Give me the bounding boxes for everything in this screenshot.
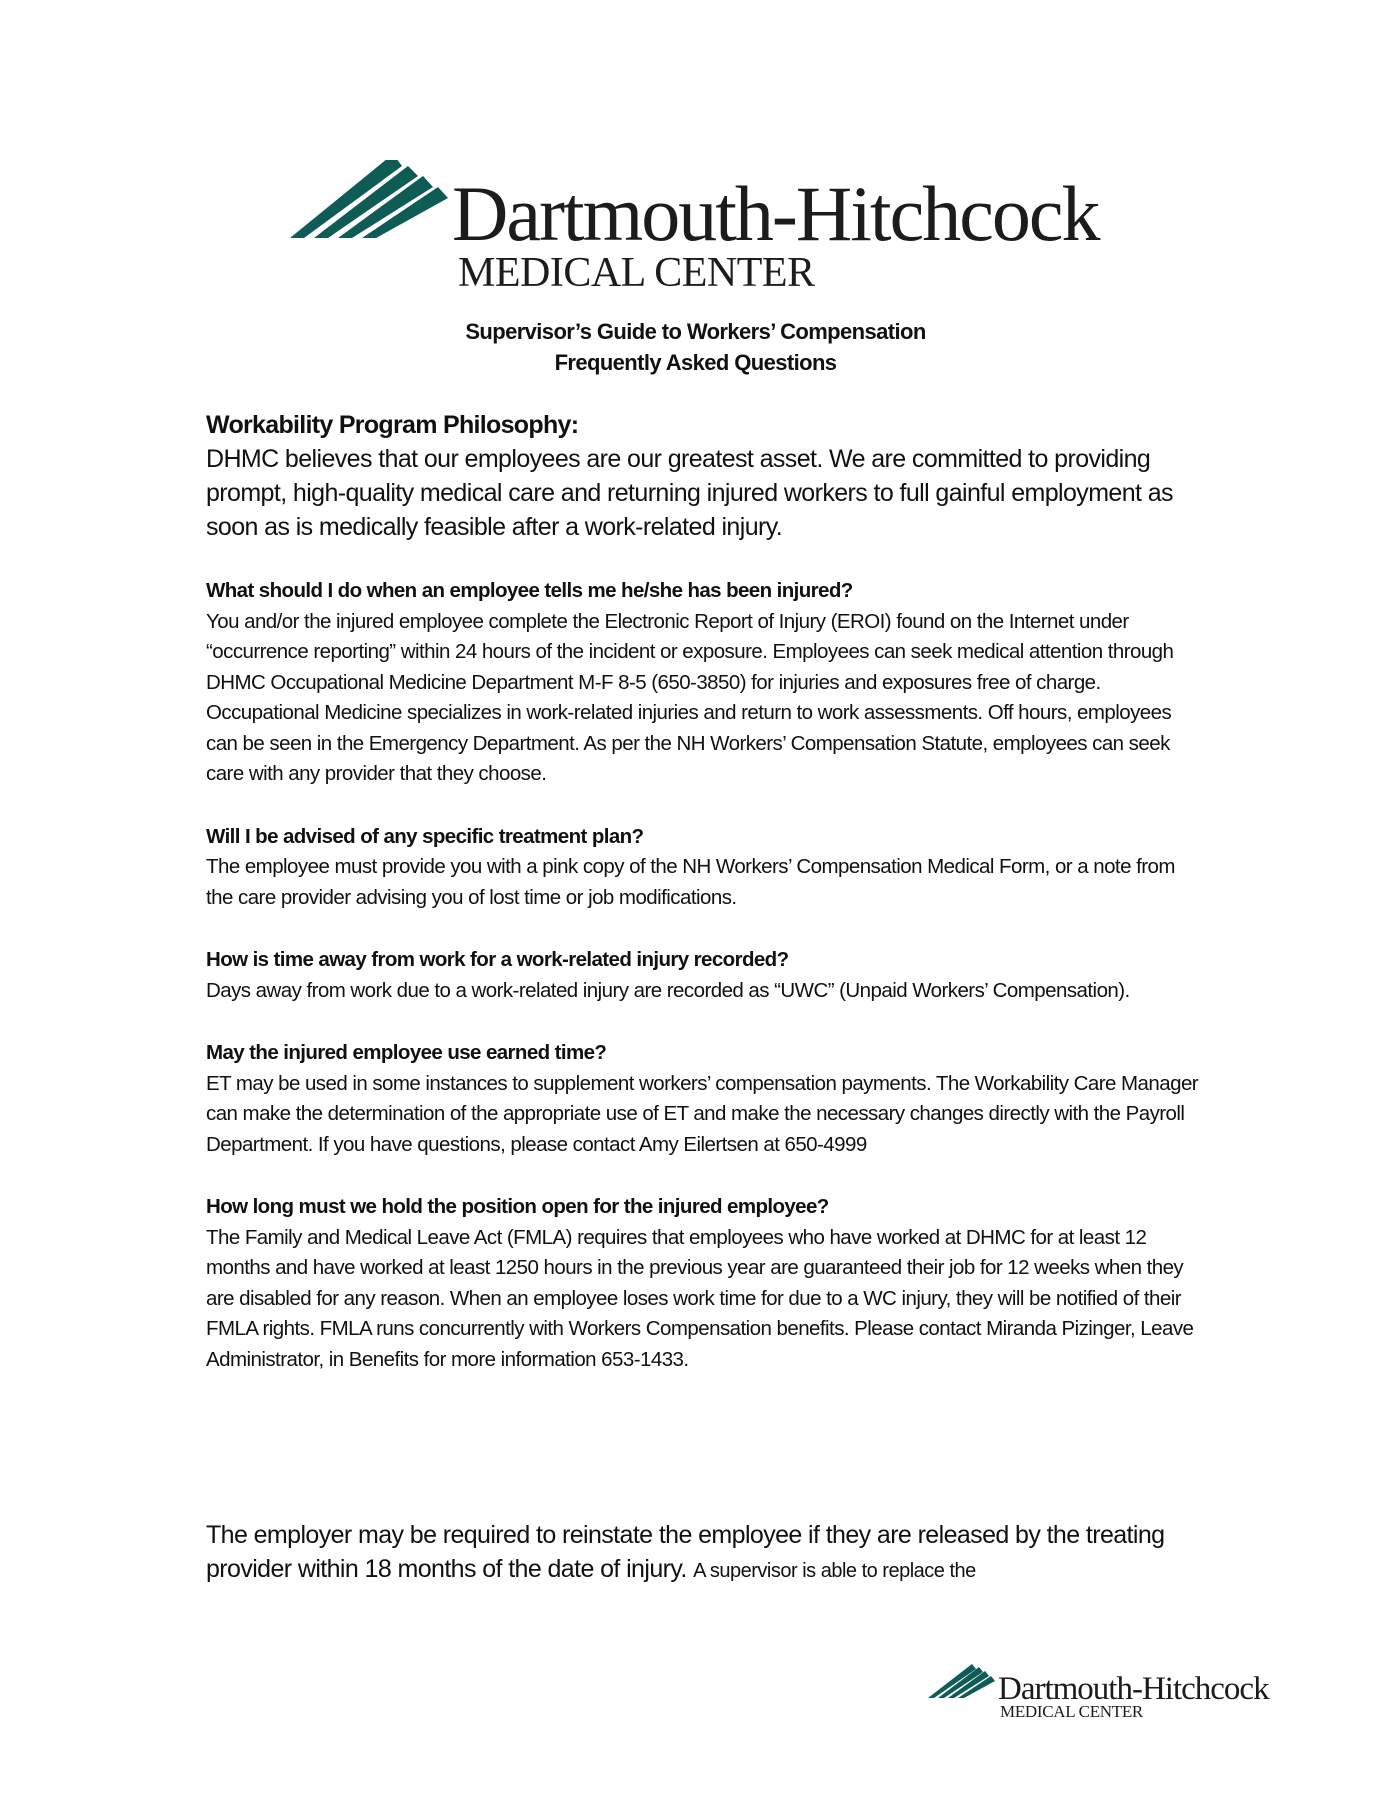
dhmc-stripes-icon	[928, 1664, 1283, 1720]
document-title-block	[0, 316, 1391, 378]
faq-question: What should I do when an employee tells me he/she has been injured?	[206, 579, 853, 602]
faq-answer: You and/or the injured employee complete the Electronic Report of Injury (EROI) found on the Internet under “occurrence reporting” within 24 hours of the incident or exposure. Employees can seek medical attention through DHMC Occupational Medicine Department M-F 8-5 (650-3850) for injuries and exposures free of charge. Occupational Medicine specializes in work-related injuries and return to work assessments. Off hours, employees can be seen in the Emergency Department. As per the NH Workers’ Compensation Statute, employees can seek care with any provider that they choose.	[206, 609, 1174, 785]
faq-item	[206, 1192, 1206, 1375]
document-title: Supervisor’s Guide to Workers’ Compensation	[465, 319, 926, 344]
faq-item	[206, 1038, 1206, 1160]
faq-question: May the injured employee use earned time?	[206, 1041, 607, 1064]
faq-answer: Days away from work due to a work-related injury are recorded as “UWC” (Unpaid Workers’ Compensation).	[206, 978, 1130, 1002]
logo-name-line1: Dartmouth-Hitchcock	[452, 170, 1099, 257]
faq-question: How is time away from work for a work-related injury recorded?	[206, 948, 789, 971]
dhmc-logo-footer	[928, 1664, 1283, 1720]
closing-paragraph	[206, 1518, 1226, 1588]
faq-question: Will I be advised of any specific treatment plan?	[206, 824, 644, 848]
document-body	[206, 408, 1206, 1375]
faq-answer: ET may be used in some instances to supplement workers’ compensation payments. The Workability Care Manager can make the determination of the appropriate use of ET and make the necessary changes directly with the Payroll Department. If you have questions, please contact Amy Eilertsen at 650-4999	[206, 1071, 1199, 1156]
logo-name-line2: MEDICAL CENTER	[458, 250, 815, 290]
faq-answer: The Family and Medical Leave Act (FMLA) requires that employees who have worked at DHMC for at least 12 months and have worked at least 1250 hours in the previous year are guaranteed their job for 12 weeks when they are disabled for any reason. When an employee loses work time for due to a WC injury, they will be notified of their FMLA rights. FMLA runs concurrently with Workers Compensation benefits. Please contact Miranda Pizinger, Leave Administrator, in Benefits for more information 653-1433.	[206, 1225, 1194, 1371]
logo-name-line2: MEDICAL CENTER	[1000, 1702, 1143, 1720]
faq-item	[206, 576, 1206, 790]
logo-name-line1: Dartmouth-Hitchcock	[998, 1671, 1269, 1707]
faq-answer: The employee must provide you with a pink copy of the NH Workers’ Compensation Medical Form, or a note from the care provider advising you of lost time or job modifications.	[206, 855, 1175, 909]
dhmc-stripes-icon	[290, 160, 1120, 290]
faq-question: How long must we hold the position open for the injured employee?	[206, 1195, 829, 1218]
closing-large-text: The employer may be required to reinstate the employee if they are released by the treating provider within 18 months of the date of injury.	[206, 1521, 1165, 1583]
document-subtitle: Frequently Asked Questions	[554, 350, 837, 375]
closing-small-text: A supervisor is able to replace the	[693, 1560, 976, 1582]
faq-item	[206, 822, 1206, 914]
philosophy-body: DHMC believes that our employees are our greatest asset. We are committed to providing prompt, high-quality medical care and returning injured workers to full gainful employment as soon as is medically feasible after a work-related injury.	[206, 445, 1173, 541]
faq-item	[206, 945, 1206, 1006]
dhmc-logo-header	[290, 160, 1120, 290]
philosophy-heading: Workability Program Philosophy:	[206, 411, 579, 439]
